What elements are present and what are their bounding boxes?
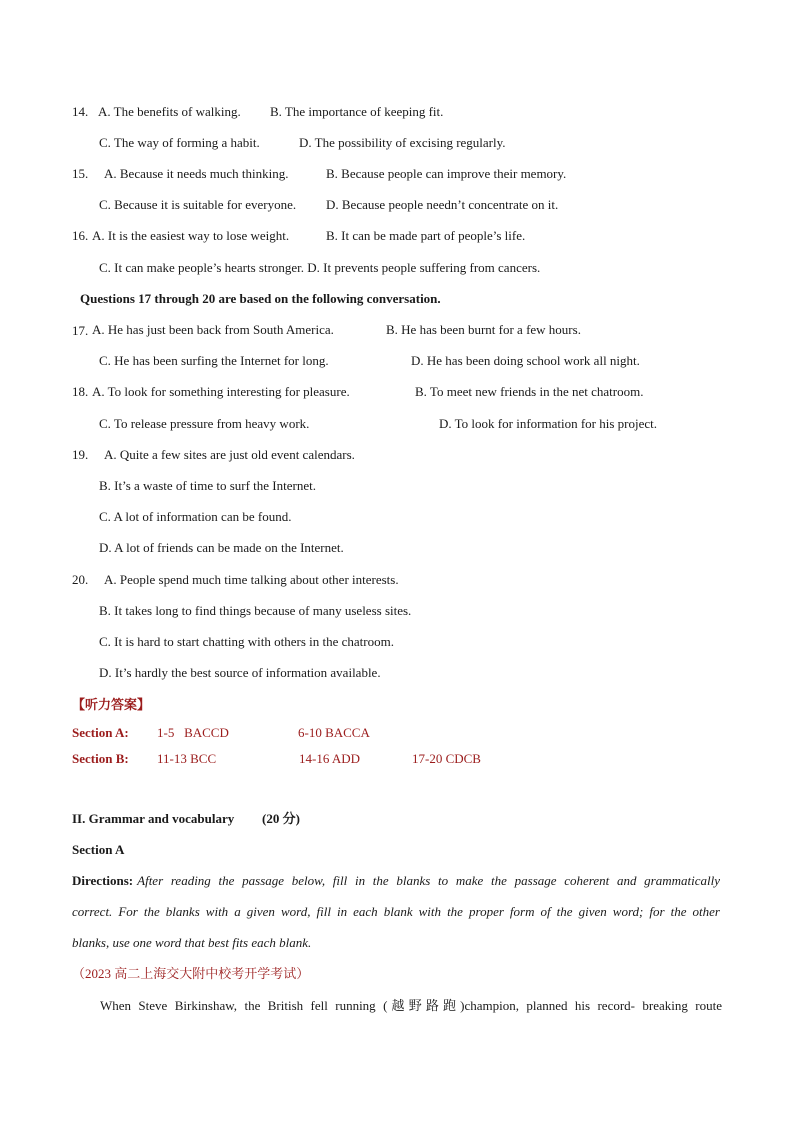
q20-option-d: D. It’s hardly the best source of information available. <box>99 665 381 680</box>
answers-section-b-range3: 17-20 CDCB <box>412 751 481 766</box>
q14-option-d: D. The possibility of excising regularly. <box>299 135 506 150</box>
q19-option-b: B. It’s a waste of time to surf the Internet. <box>99 478 316 493</box>
q20-number: 20. <box>72 572 89 587</box>
passage-source: （2023 高二上海交大附中校考开学考试） <box>72 966 310 981</box>
q17-option-b: B. He has been burnt for a few hours. <box>386 322 581 337</box>
q14-number: 14. <box>72 104 89 119</box>
passage-line-1: When Steve Birkinshaw, the British fell running (越野路跑)champion, planned his record- breaking route <box>100 998 722 1013</box>
q15-option-c: C. Because it is suitable for everyone. <box>99 197 297 212</box>
q20-option-c: C. It is hard to start chatting with others in the chatroom. <box>99 634 394 649</box>
conversation-heading: Questions 17 through 20 are based on the following conversation. <box>80 291 441 306</box>
q19-number: 19. <box>72 447 89 462</box>
answers-heading: 【听力答案】 <box>72 697 151 712</box>
q14-option-c: C. The way of forming a habit. <box>99 135 260 150</box>
q16-number: 16. <box>72 228 89 243</box>
q20-option-b: B. It takes long to find things because of many useless sites. <box>99 603 412 618</box>
q14-option-a: A. The benefits of walking. <box>98 104 241 119</box>
q18-option-a: A. To look for something interesting for pleasure. <box>92 384 350 399</box>
answers-section-b-range1: 11-13 BCC <box>157 751 217 766</box>
answers-section-a-range2: 6-10 BACCA <box>298 725 370 740</box>
grammar-heading: II. Grammar and vocabulary <box>72 811 235 826</box>
q15-number: 15. <box>72 166 89 181</box>
q16-option-b: B. It can be made part of people’s life. <box>326 228 526 243</box>
q18-option-d: D. To look for information for his project. <box>439 416 658 431</box>
q18-option-b: B. To meet new friends in the net chatroom. <box>415 384 644 399</box>
directions-label: Directions: <box>72 873 134 888</box>
q15-option-b: B. Because people can improve their memory. <box>326 166 567 181</box>
q15-option-d: D. Because people needn’t concentrate on it. <box>326 197 559 212</box>
answers-section-b-label: Section B: <box>72 751 129 766</box>
q17-number: 17. <box>72 323 89 338</box>
q19-option-a: A. Quite a few sites are just old event calendars. <box>104 447 355 462</box>
answers-section-a-range1: 1-5 BACCD <box>157 725 229 740</box>
q17-option-a: A. He has just been back from South America. <box>92 322 334 337</box>
directions-line-3: blanks, use one word that best fits each blank. <box>72 935 312 950</box>
q17-option-d: D. He has been doing school work all night. <box>411 353 640 368</box>
q17-option-c: C. He has been surfing the Internet for long. <box>99 353 329 368</box>
q16-option-a: A. It is the easiest way to lose weight. <box>92 228 290 243</box>
directions-text-1: After reading the passage below, fill in the blanks to make the passage coherent and grammatically <box>137 873 720 888</box>
answers-section-b-range2: 14-16 ADD <box>299 751 361 766</box>
q20-option-a: A. People spend much time talking about other interests. <box>104 572 399 587</box>
q18-number: 18. <box>72 384 89 399</box>
q14-option-b: B. The importance of keeping fit. <box>270 104 444 119</box>
answers-section-a-label: Section A: <box>72 725 129 740</box>
q19-option-c: C. A lot of information can be found. <box>99 509 292 524</box>
q18-option-c: C. To release pressure from heavy work. <box>99 416 310 431</box>
q16-options-cd: C. It can make people’s hearts stronger. D. It prevents people suffering from cancers. <box>99 260 541 275</box>
directions-line-2: correct. For the blanks with a given word, fill in each blank with the proper form of the given word; for the other <box>72 904 720 919</box>
grammar-section-label: Section A <box>72 842 125 857</box>
directions-line-1 <box>72 873 720 889</box>
q15-option-a: A. Because it needs much thinking. <box>104 166 289 181</box>
q19-option-d: D. A lot of friends can be made on the Internet. <box>99 540 344 555</box>
grammar-score: (20 分) <box>262 811 300 826</box>
